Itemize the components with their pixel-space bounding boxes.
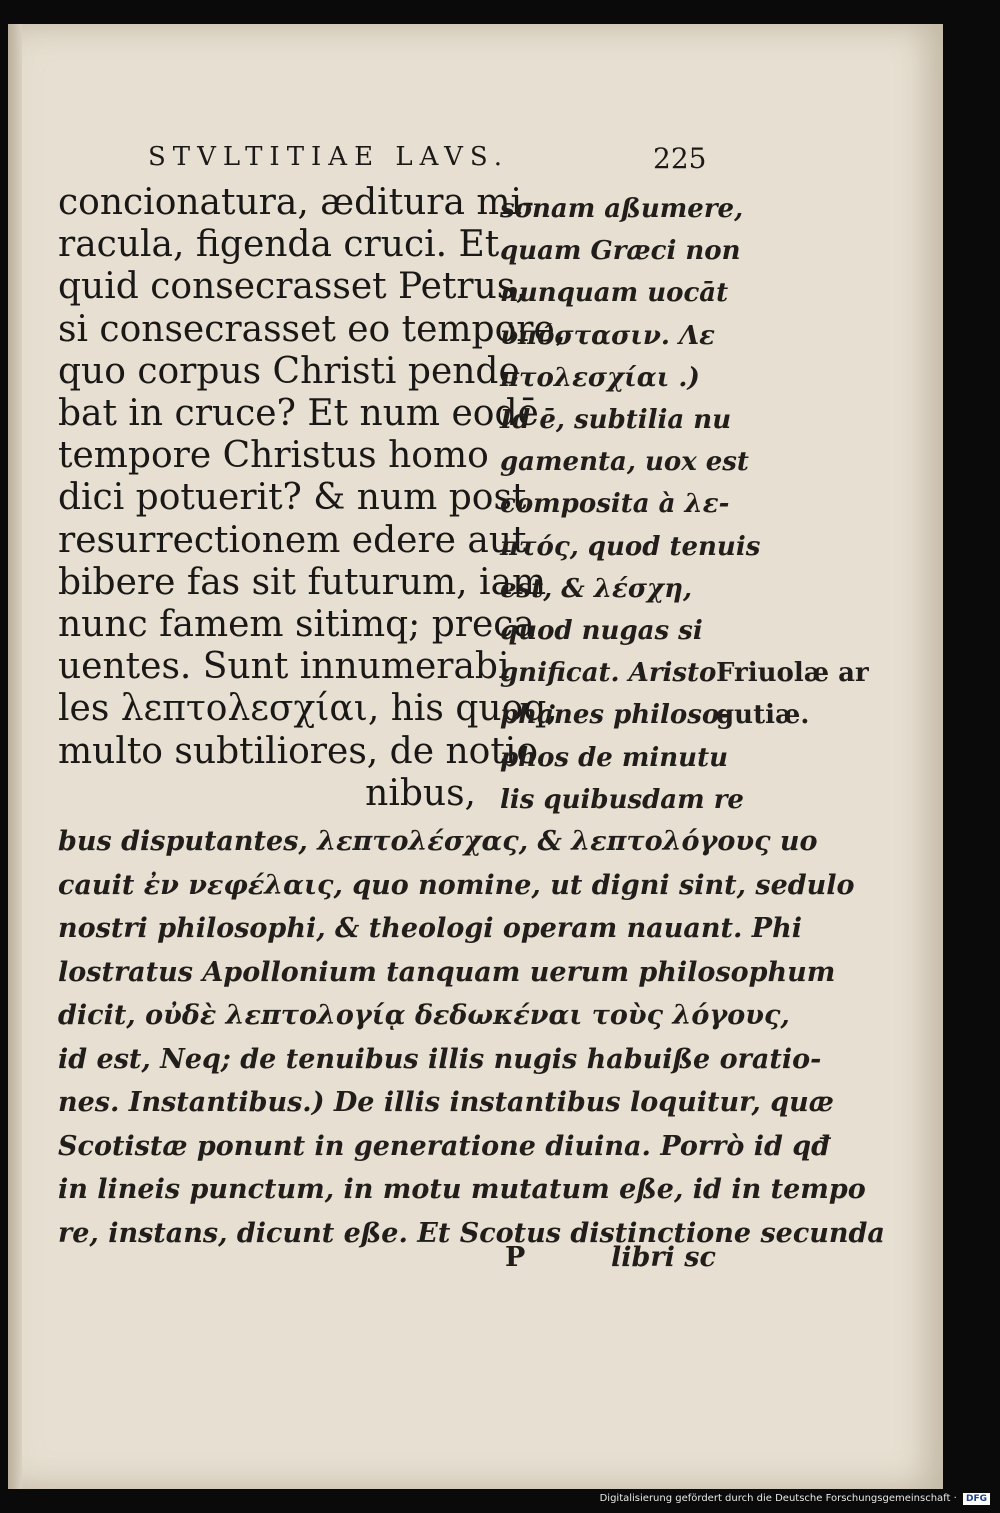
margin-note bbox=[716, 652, 869, 736]
dfg-logo: DFG bbox=[963, 1493, 990, 1505]
main-line: concionatura, æditura mi- bbox=[58, 182, 535, 223]
gloss-line: sonam aßumere, bbox=[500, 194, 744, 224]
main-line: nunc famem sitimq; preca bbox=[58, 604, 535, 646]
main-line: multo subtiliores, de notio bbox=[58, 730, 538, 772]
main-line: bibere fas sit futurum, iam bbox=[58, 561, 547, 603]
gloss-line: quam Græci non bbox=[500, 236, 741, 267]
main-line: uentes. Sunt innumerabi bbox=[58, 646, 510, 688]
running-head: STVLTITIAE LAVS. bbox=[148, 142, 509, 172]
commentary-line: lostratus Apollonium tanquam uerum philosophum bbox=[58, 956, 836, 988]
gloss-line: lis quibusdam re bbox=[500, 784, 744, 815]
page-gutter bbox=[8, 24, 22, 1489]
commentary-line: Scotistæ ponunt in generatione diuina. Porrò id qđ bbox=[58, 1130, 831, 1162]
catchword: libri sc bbox=[611, 1242, 716, 1273]
gloss-line: composita à λε- bbox=[500, 489, 730, 520]
commentary-line: re, instans, dicunt eße. Et Scotus distinctione secunda bbox=[58, 1217, 885, 1249]
gloss-line: ὑπόστασιν. Λε bbox=[500, 320, 715, 351]
main-line: racula, figenda cruci. Et bbox=[58, 224, 500, 266]
margin-note-line: gutiæ. bbox=[716, 700, 810, 730]
gloss-line: πτολεσχίαι .) bbox=[500, 362, 700, 393]
signature-mark: P bbox=[505, 1242, 526, 1273]
main-line: bat in cruce? Et num eodē bbox=[58, 393, 539, 435]
commentary-line: dicit, οὐδὲ λεπτολογίᾳ δεδωκέναι τοὺς λόγους, bbox=[58, 1000, 790, 1031]
gloss-line: nunquam uocāt bbox=[500, 278, 729, 309]
gloss-line: gamenta, uox est bbox=[500, 447, 749, 478]
gloss-line: est, & λέσχη, bbox=[500, 573, 693, 604]
main-line: si consecrasset eo tempore, bbox=[58, 308, 567, 350]
gloss-line: Id ē, subtilia nu bbox=[500, 405, 732, 436]
margin-note-line: Friuolæ ar bbox=[716, 658, 869, 688]
digitization-credit bbox=[600, 1493, 990, 1505]
commentary-block bbox=[58, 820, 885, 1255]
commentary-line: in lineis punctum, in motu mutatum eße, id in tempo bbox=[58, 1174, 866, 1205]
commentary-line: bus disputantes, λεπτολέσχας, & λεπτολόγους uo bbox=[58, 826, 818, 857]
gloss-line: πτός, quod tenuis bbox=[500, 531, 761, 562]
main-text-column bbox=[58, 182, 566, 815]
gloss-line: gnificat. Aristo bbox=[500, 658, 717, 689]
commentary-line: nostri philosophi, & theologi operam nauant. Phi bbox=[58, 913, 802, 944]
credit-text: Digitalisierung gefördert durch die Deutsche Forschungsgemeinschaft · bbox=[599, 1493, 957, 1504]
book-page bbox=[8, 24, 943, 1489]
commentary-line: cauit ἐν νεφέλαις, quo nomine, ut digni sint, sedulo bbox=[58, 869, 855, 901]
gloss-line: phos de minutu bbox=[500, 742, 728, 773]
main-line: les λεπτολεσχίαι, his quoq; bbox=[58, 688, 559, 730]
main-line: quo corpus Christi pende bbox=[58, 350, 520, 392]
page-number: 225 bbox=[653, 142, 707, 175]
commentary-line: nes. Instantibus.) De illis instantibus loquitur, quæ bbox=[58, 1087, 834, 1118]
gloss-line: phanes philoso- bbox=[500, 700, 731, 731]
main-line: tempore Christus homo bbox=[58, 435, 489, 477]
commentary-line: id est, Neq; de tenuibus illis nugis habuiße oratio- bbox=[58, 1043, 822, 1075]
main-line: nibus, bbox=[365, 772, 476, 814]
main-line: quid consecrasset Petrus, bbox=[58, 266, 527, 308]
main-line: resurrectionem edere aut bbox=[58, 519, 527, 561]
main-line: dici potuerit? & num post bbox=[58, 477, 527, 519]
gloss-line: quod nugas si bbox=[500, 616, 703, 647]
